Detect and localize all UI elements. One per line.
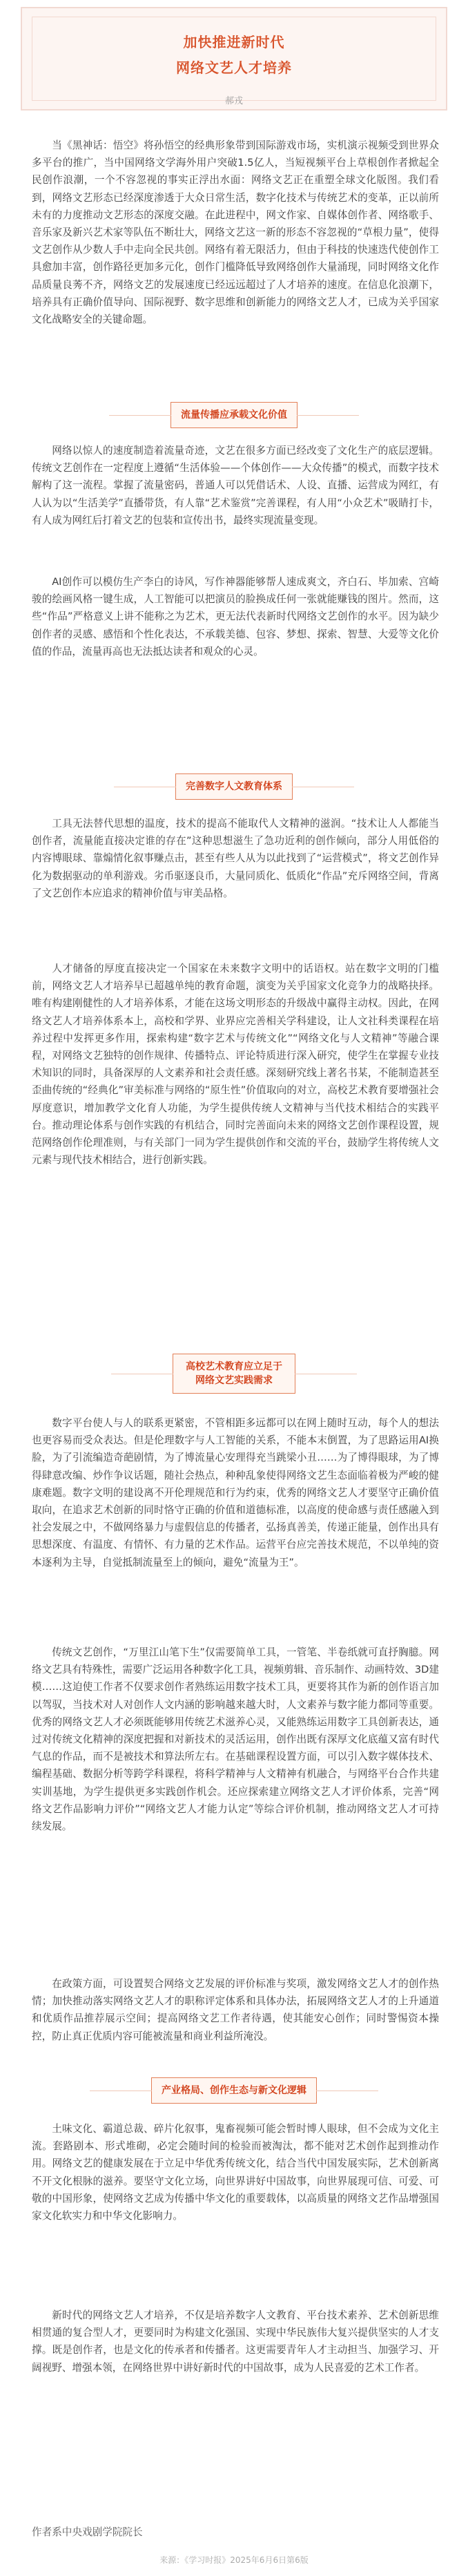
paragraph-9: 土味文化、霸道总裁、碎片化叙事，鬼畜视频可能会暂时博人眼球，但不会成为文化主流。套路剧本、形式堆砌，必定会随时间的检验而被淘汰，都不能对艺术创作起到推动作用。网络文艺的健康发展在于立足中华优秀传统文化，结合当代中国发展实际，艺术创新离不开文化根脉的滋养。要坚守文化立场，向世界讲好中国故事，向世界展现可信、可爱、可敬的中国形象，使网络文艺成为传播中华文化的重要载体，以高质量的网络文艺作品增强国家文化软实力和中华文化影响力。 <box>32 2123 439 2222</box>
section-heading-3-line-2: 网络文艺实践需求 <box>195 1375 273 1386</box>
section-heading-4-label: 产业格局、创作生态与新文化逻辑 <box>151 2077 317 2104</box>
article-title-line-1: 加快推进新时代 <box>183 34 285 50</box>
section-heading-1 <box>0 402 468 428</box>
section-heading-4 <box>0 2077 468 2104</box>
paragraph-6: 数字平台使人与人的联系更紧密，不管相距多远都可以在网上随时互动，每个人的想法也更容易而受众表达。但是伦理数字与人工智能的关系，不能本末倒置，为了思路运用AI换脸，为了引流编造奇葩剧情，为了博流量心安理得充当跳梁小丑……为了博得眼球，为了博得肆意改编、炒作争议话题，随社会热点，种种乱象使得网络文艺生态面临着极为严峻的健康难题。数字文明的建设离不开伦理规范和行为约束，优秀的网络文艺人才要坚守正确价值取向，在追求艺术创新的同时恪守正确的价值和道德标准，以高度的使命感与责任感融入到社会发展之中，不做网络暴力与虚假信息的传播者，弘扬真善美，传递正能量，创作出具有思想深度、有温度、有情怀、有力量的艺术作品。运营平台应完善技术规范，不以单纯的资本逐利为主导，自觉抵制流量至上的倾向，避免“流量为王”。 <box>32 1417 439 1568</box>
title-box <box>21 7 447 110</box>
section-heading-2 <box>0 773 468 800</box>
source-footer: 来源：《学习时报》2025年6月6日第6版 <box>159 2555 309 2565</box>
section-heading-2-label: 完善数字人文教育体系 <box>175 773 293 800</box>
article-author: 郝戎 <box>224 96 243 106</box>
paragraph-4: 工具无法替代思想的温度，技术的提高不能取代人文精神的滋润。“技术让人人都能当创作者，流量能直接决定谁的存在”这种思想滋生了急功近利的创作倾向，部分人用低俗的内容博眼球、靠煽情化叙事赚点击，甚至有些人从为以此找到了“运营模式”，将文艺创作异化为数据驱动的单利游戏。劣币驱逐良币，大量同质化、低质化“作品”充斥网络空间，背离了文艺创作本应追求的精神价值与审美品格。 <box>32 818 439 899</box>
paragraph-2: 网络以惊人的速度制造着流量奇迹，文艺在很多方面已经改变了文化生产的底层逻辑。传统文艺创作在一定程度上遵循“生活体验——个体创作——大众传播”的模式，而数字技术解构了这一流程。掌握了流量密码，普通人可以凭借话术、人设、直播、运营成为网红，有人认为以“生活美学”直播带货，有人靠“艺术鉴赏”完善课程，有人用“小众艺术”吸睛打卡，有人成为网红后打着文艺的包装和宣传出书，最终实现流量变现。 <box>32 445 439 526</box>
section-heading-3-label <box>173 1354 295 1394</box>
paragraph-8: 在政策方面，可设置契合网络文艺发展的评价标准与奖项，激发网络文艺人才的创作热情；加快推动落实网络文艺人才的职称评定体系和具体办法，拓展网络文艺人才的上升通道和优质作品推荐展示空间；提高网络文艺工作者待遇，使其能安心创作；同时警惕资本操控，防止真正优质内容可能被流量和商业利益所淹没。 <box>32 1978 439 2042</box>
paragraph-5: 人才储备的厚度直接决定一个国家在未来数字文明中的话语权。站在数字文明的门槛前，网络文艺人才培养早已超越单纯的教育命题，演变为关乎国家文化竞争力的战略抉择。唯有构建刚健性的人才培养体系，才能在这场文明形态的升级战中赢得主动权。因此，在网络文艺人才培养体系本上，高校和学界、业界应完善相关学科建设，让人文社科类课程在培养过程中发挥更多作用，探索构建“数字艺术与传统文化”“网络文化与人文精神”等融合课程，对网络文艺独特的创作规律、传播特点、评论特质进行深入研究，使学生在掌握专业技术知识的同时，具备深厚的人文素养和社会责任感。深刻研究线上著名书某，不能制造甚至歪曲传统的“经典化”审美标准与网络的“原生性”价值取向的对立，高校艺术教育要增强社会厚度意识，增加教学文化育人功能，为学生提供传统人文精神与当代技术相结合的实践平台。推动理论体系与创作实践的有机结合，同时完善面向未来的网络文艺创作课程设置，规范网络创作伦理准则，与有关部门一同为学生提供创作和交流的平台，鼓励学生将传统人文元素与现代技术相结合，进行创新实践。 <box>32 963 439 1166</box>
article-title-line-2: 网络文艺人才培养 <box>176 59 292 76</box>
author-signature: 作者系中央戏剧学院院长 <box>32 2526 143 2538</box>
paragraph-10: 新时代的网络文艺人才培养，不仅是培养数字人文教育、平台技术素养、艺术创新思维相贯通的复合型人才，更要同时为构建文化强国、实现中华民族伟大复兴提供坚实的人才支撑。既是创作者，也是文化的传承者和传播者。这更需要青年人才主动担当、加强学习、开阔视野、增强本领，在网络世界中讲好新时代的中国故事，成为人民喜爱的艺术工作者。 <box>32 2309 439 2374</box>
section-heading-3-line-1: 高校艺术教育应立足于 <box>186 1361 282 1372</box>
paragraph-intro: 当《黑神话：悟空》将孙悟空的经典形象带到国际游戏市场，实机演示视频受到世界众多平台的推广，当中国网络文学海外用户突破1.5亿人，当短视频平台上草根创作者掀起全民创作浪潮，一个不容忽视的事实正浮出水面：网络文艺正在重塑全球文化版图。我们看到，网络文艺形态已经深度渗透于大众日常生活，数字化技术与传统艺术的变革，正以前所未有的力度推动文艺形态的深度交融。在此进程中，网文作家、自媒体创作者、网络歌手、音乐家及新兴艺术家等队伍不断壮大，网络文艺这一新的形态不容忽视的“草根力量”，使得文艺创作从少数人手中走向全民共创。网络有着无限活力，但由于科技的快速迭代使创作工具愈加丰富，创作路径更加多元化，创作门槛降低导致网络创作大量涌现，同时网络文化作品质量良莠不齐，网络文艺的发展速度已经远远超过了人才培养的速度。在信息化浪潮下，培养具有正确价值导向、国际视野、数字思维和创新能力的网络文艺人才，已成为关乎国家文化战略安全的关键命题。 <box>32 140 439 326</box>
section-heading-3 <box>0 1354 468 1394</box>
paragraph-7: 传统文艺创作，“万里江山笔下生”仅需要简单工具，一管笔、半卷纸就可直抒胸臆。网络文艺具有特殊性，需要广泛运用各种数字化工具，视频剪辑、音乐制作、动画特效、3D建模……这迫使工作者不仅要求创作者熟练运用数字技术工具，更要将其作为新的创作语言加以驾驭，当技术对人对创作人文内涵的影响越来越大时，人文素养与数字能力都同等重要。优秀的网络文艺人才必须既能够用传统艺术滋养心灵，又能熟练运用数字工具创新表达，通过对传统文化精神的深度把握和对新技术的灵活运用，创作出既有深厚文化底蕴又富有时代气息的作品，而不是被技术和算法所左右。在基础课程设置方面，可以引入数字媒体技术、编程基础、数据分析等跨学科课程，将科学精神与人文精神有机融合，与网络平台合作共建实训基地，为学生提供更多实践创作机会。还应探索建立网络文艺人才评价体系，完善“网络文艺作品影响力评价”“网络文艺人才能力认定”等综合评价机制，推动网络文艺人才可持续发展。 <box>32 1646 439 1833</box>
title-frame <box>32 17 436 106</box>
paragraph-3: AI创作可以模仿生产李白的诗风，写作神器能够帮人速成爽文，齐白石、毕加索、宫崎骏的绘画风格一键生成，人工智能可以把演员的脸换成任何一张就能赚钱的图片。然而，这些“作品”严格意义上讲不能称之为艺术，更无法代表新时代网络文艺创作的水平。因为缺少创作者的灵感、感悟和个性化表达，不承载美德、包容、梦想、探索、智慧、大爱等文化价值的作品，流量再高也无法抵达读者和观众的心灵。 <box>32 576 439 657</box>
section-heading-1-label: 流量传播应承载文化价值 <box>170 402 298 428</box>
